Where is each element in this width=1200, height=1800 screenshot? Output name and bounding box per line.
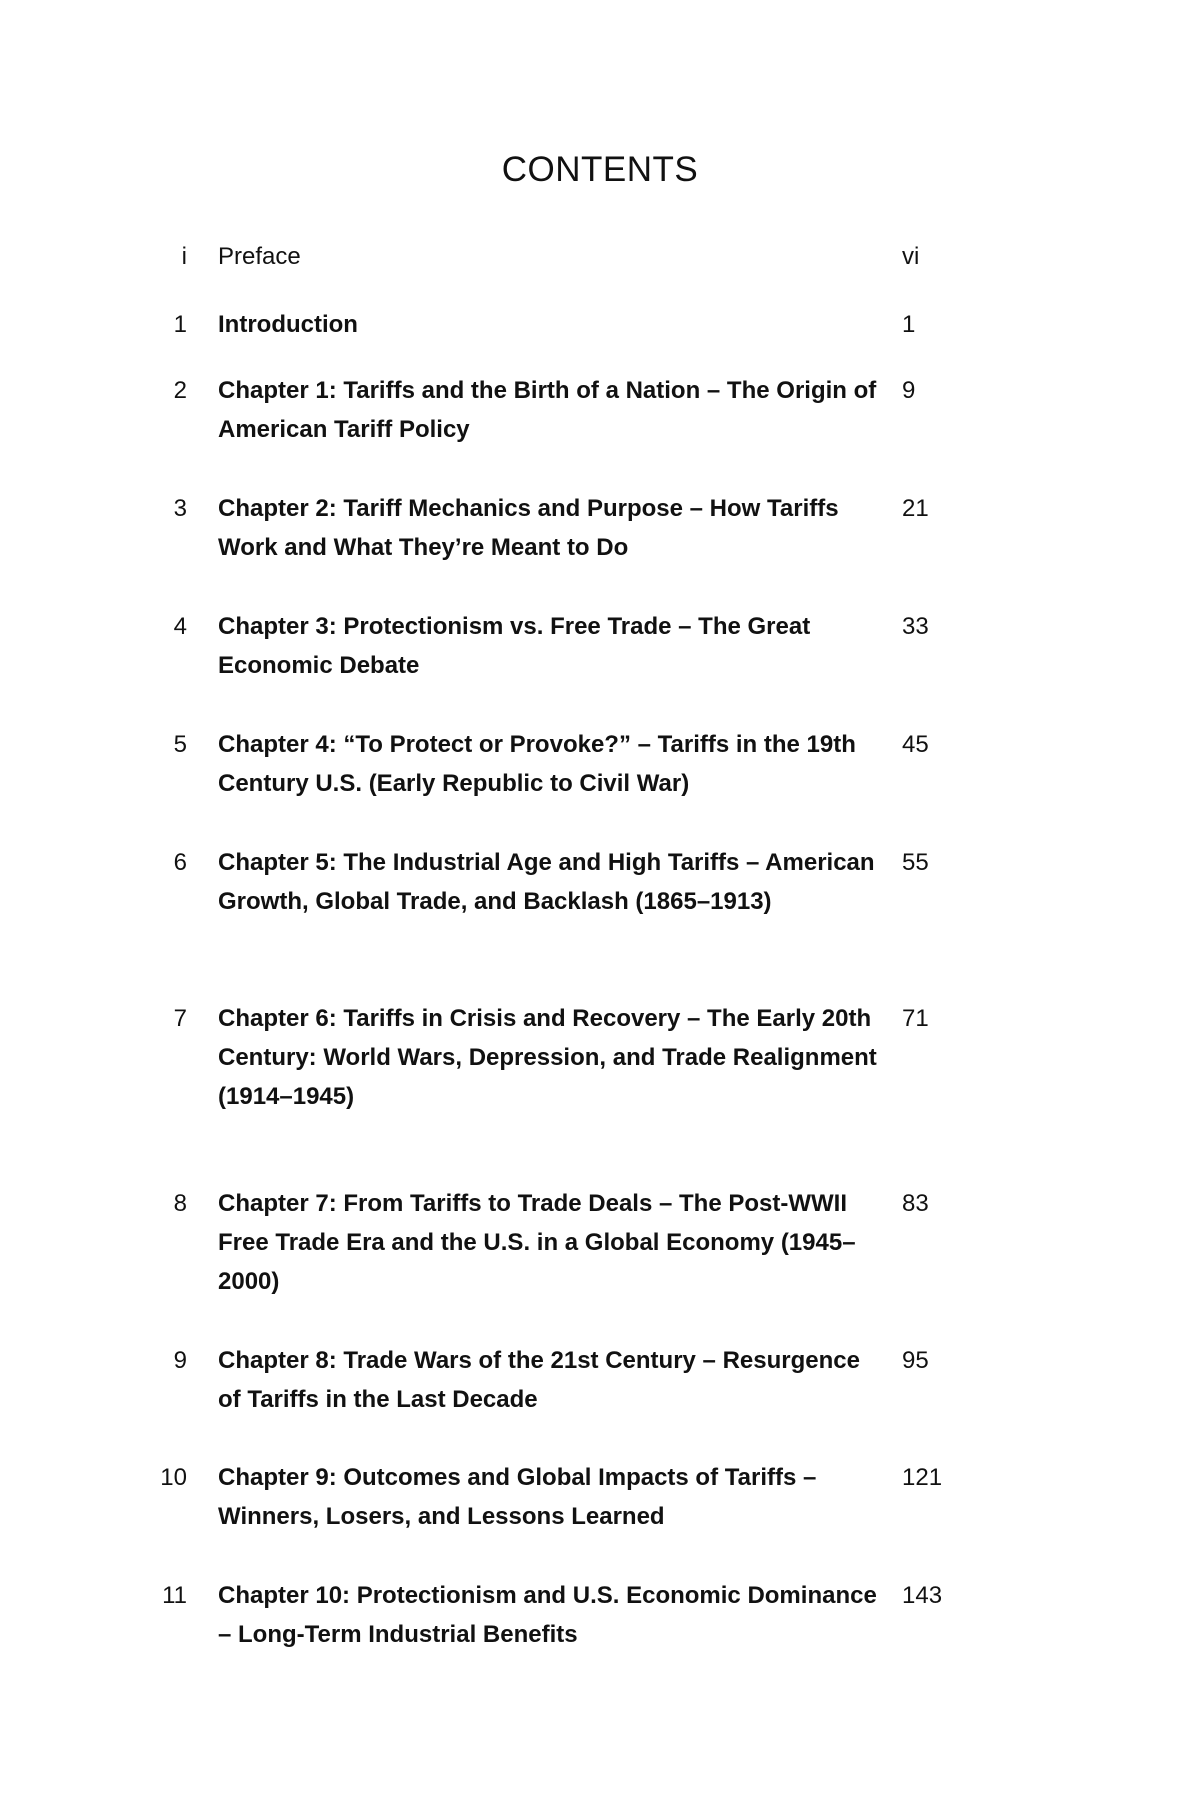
entry-page-number: 121 — [902, 1464, 943, 1491]
page-title: CONTENTS — [501, 150, 699, 189]
entry-number: 8 — [173, 1190, 187, 1217]
entry-page-number: vi — [902, 243, 920, 270]
entry-label: Preface — [218, 243, 301, 270]
entry-label: Chapter 5: The Industrial Age and High Tariffs – American Growth, Global Trade, and Backlash (1865–1913) — [218, 849, 875, 915]
entry-number: 4 — [173, 613, 187, 640]
entry-page-number: 33 — [902, 613, 929, 640]
entry-number: 1 — [173, 311, 187, 338]
entry-page-number: 95 — [902, 1347, 929, 1374]
entry-number: 10 — [160, 1464, 187, 1491]
entry-page-number: 9 — [902, 377, 916, 404]
entry-number: 9 — [173, 1347, 187, 1374]
entry-number: 2 — [173, 377, 187, 404]
entry-number: 5 — [173, 731, 187, 758]
entry-page-number: 21 — [902, 495, 929, 522]
entry-label: Chapter 9: Outcomes and Global Impacts of Tariffs – Winners, Losers, and Lessons Learned — [218, 1464, 817, 1530]
entry-label: Chapter 4: “To Protect or Provoke?” – Tariffs in the 19th Century U.S. (Early Republic to Civil War) — [218, 731, 856, 797]
entry-page-number: 143 — [902, 1582, 943, 1609]
entry-page-number: 71 — [902, 1005, 929, 1032]
entry-label: Chapter 1: Tariffs and the Birth of a Nation – The Origin of American Tariff Policy — [218, 377, 877, 443]
entry-label: Chapter 3: Protectionism vs. Free Trade – The Great Economic Debate — [218, 613, 811, 679]
entry-page-number: 45 — [902, 731, 929, 758]
entry-label: Chapter 10: Protectionism and U.S. Economic Dominance – Long-Term Industrial Benefits — [218, 1582, 877, 1648]
entry-page-number: 1 — [902, 311, 916, 338]
entry-page-number: 83 — [902, 1190, 929, 1217]
entry-number: i — [181, 243, 187, 270]
entry-number: 11 — [162, 1582, 187, 1609]
entry-label: Chapter 2: Tariff Mechanics and Purpose – How Tariffs Work and What They’re Meant to Do — [218, 495, 839, 561]
entry-number: 7 — [173, 1005, 187, 1032]
entry-number: 3 — [173, 495, 187, 522]
entry-label: Chapter 8: Trade Wars of the 21st Century – Resurgence of Tariffs in the Last Decade — [218, 1347, 860, 1413]
entry-page-number: 55 — [902, 849, 929, 876]
entry-label: Chapter 7: From Tariffs to Trade Deals – The Post-WWII Free Trade Era and the U.S. in a Global Economy (1945–2000) — [218, 1190, 856, 1295]
entry-label: Chapter 6: Tariffs in Crisis and Recovery – The Early 20th Century: World Wars, Depression, and Trade Realignment (1914–1945) — [218, 1005, 877, 1110]
entry-number: 6 — [173, 849, 187, 876]
entry-label: Introduction — [218, 311, 358, 338]
